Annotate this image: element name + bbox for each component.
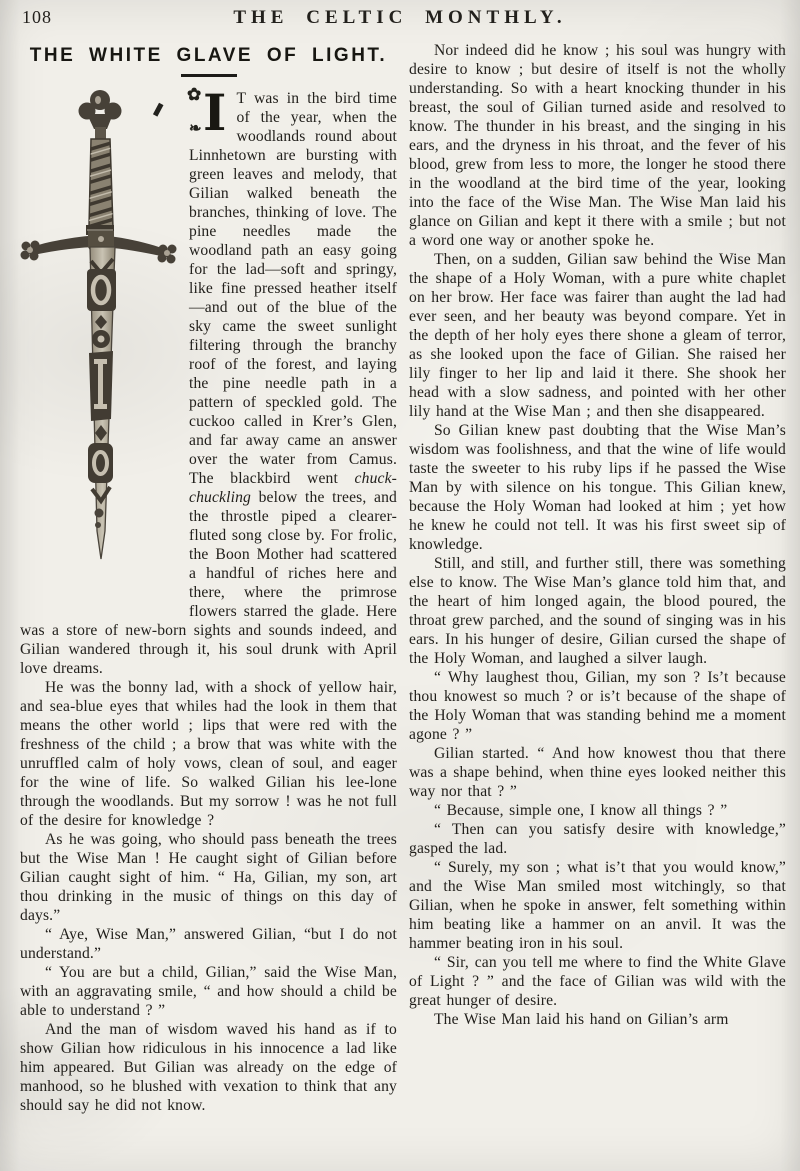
paragraph: “ You are but a child, Gilian,” said the Wise Man, with an aggravating smile, “ and how should a child be able to understand ? ” [20,964,397,1019]
paragraph: Then, on a sudden, Gilian saw behind the Wise Man the shape of a Holy Woman, with a pure white chaplet on her brow. Her face was fairer than aught the lad had ever seen, and her beauty was beyond compare. Yet in the depth of her holy eyes there shone a gleam of terror, as she looked upon the face of Gilian. She raised her lily finger to her lip and laid it there. She shook her head with a slow sadness, and pointed with her other lily hand at the Wise Man ; and then she disappeared. [409,251,786,420]
title-rule [181,74,237,77]
paragraph: Still, and still, and further still, there was something else to know. The Wise Man’s glance told him that, and the heart of him longed again, the blood poured, the throat grew parched, and the sound of singing was in his ears. In his hunger of desire, Gilian cursed the shape of the Holy Woman, and laughed a silver laugh. [409,555,786,667]
paragraph: Nor indeed did he know ; his soul was hungry with desire to know ; but desire of itself is not the wholly understanding. So with a heart knocking thunder in his breast, the soul of Gilian turned aside and resolved to know. The thunder in his breast, and the singing in his ears, and the dryness in his throat, and the fever of his blood, grew from less to more, the longer he stood there in the woodland at the bird time of the year, looking into the face of the Wise Man. The Wise Man laid his glance on Gilian and kept it there with a smile ; but not a word one way or another spoke he. [409,42,786,249]
dropcap-initial: ✿ I ❧ [189,89,237,134]
journal-title: THE CELTIC MONTHLY. [233,7,567,28]
paragraph: The Wise Man laid his hand on Gilian’s arm [433,1011,729,1028]
article-title: THE WHITE GLAVE OF LIGHT. [29,45,388,66]
paragraph: He was the bonny lad, with a shock of yellow hair, and sea-blue eyes that whiles had the look in them that means the other world ; lips that were red with the freshness of the child ; a brow that was white with the unruffled calm of holy vows, clean of soul, and eager for the wine of life. So walked Gilian his lee-lone through the woodlands. But my sorrow ! was he not full of the desire for knowledge ? [20,679,397,829]
page-number: 108 [22,7,52,27]
paragraph: As he was going, who should pass beneath the trees but the Wise Man ! He caught sight of Gilian before Gilian caught sight of him. “ Ha, Gilian, my son, art thou drinking in the music of things on this day of days.” [20,831,397,924]
paragraph-text: T was in the bird time of the year, when the woodlands round about Linnhetown are bursting with green leaves and melody, that Gilian walked beneath the branches, thinking of love. The pine needles made the woodland path an easy going for the lad—soft and springy, like fine pressed heather itself—and out of the blue of the sky came the sweet sunlight filtering through the branchy roof of the forest, and laying the pine needle path in a pattern of speckled gold. The cuckoo called in Krer’s Glen, and far away came an answer over the water from Camus. The blackbird went [189,90,397,487]
paragraph: And the man of wisdom waved his hand as if to show Gilian how ridiculous in his innocence a lad like him appeared. But Gilian was already on the edge of manhood, so he blushed with vexation to think that any should say he did not know. [20,1021,397,1114]
paragraph: “ Surely, my son ; what is’t that you would know,” and the Wise Man smiled most witchingly, so that Gilian, when he spoke in answer, felt something within him beating like a hammer on an anvil. It was the hammer beating iron in his soul. [409,859,786,952]
paragraph: “ Sir, can you tell me where to find the White Glave of Light ? ” and the face of Gilian was wild with the great hunger of desire. [409,954,786,1009]
paragraph: “ Then can you satisfy desire with knowledge,” gasped the lad. [409,821,786,857]
paragraph: “ Aye, Wise Man,” answered Gilian, “but I do not understand.” [20,926,397,962]
paragraph: Gilian started. “ And how knowest thou that there was a shape behind, when thine eyes looked neither this way nor that ? ” [409,745,786,800]
page-header [0,0,800,41]
paragraph: “ Because, simple one, I know all things ? ” [433,802,728,819]
paragraph: So Gilian knew past doubting that the Wise Man’s wisdom was foolishness, and that the wine of life would taste the sweeter to his ruby lips if he passed the Wise Man by with silence on his tongue. This Gilian knew, because the Holy Woman had looked at him ; yet how he knew he could not tell. It was his first sweet sip of knowledge. [409,422,786,553]
left-column [20,41,397,1115]
paragraph-text: below the trees, and the throstle piped a clearer-fluted song close by. For frolic, the Boon Mother had scattered a handful of riches here and there, where the primrose flowers starred the glade. Here was a store of new-born sights and sounds indeed, and Gilian wandered through it, his soul drunk with April love dreams. [20,489,397,677]
paragraph: “ Why laughest thou, Gilian, my son ? Is’t because thou knowest so much ? or is’t because of the shape of the Holy Woman that was standing behind me a moment agone ? ” [409,669,786,743]
sword-illustration [20,89,178,604]
article-body [0,41,800,1115]
claymore-sword-icon [20,89,178,604]
right-column [409,41,786,1115]
paragraph-italic-text: chuck-chuckling [189,470,397,506]
